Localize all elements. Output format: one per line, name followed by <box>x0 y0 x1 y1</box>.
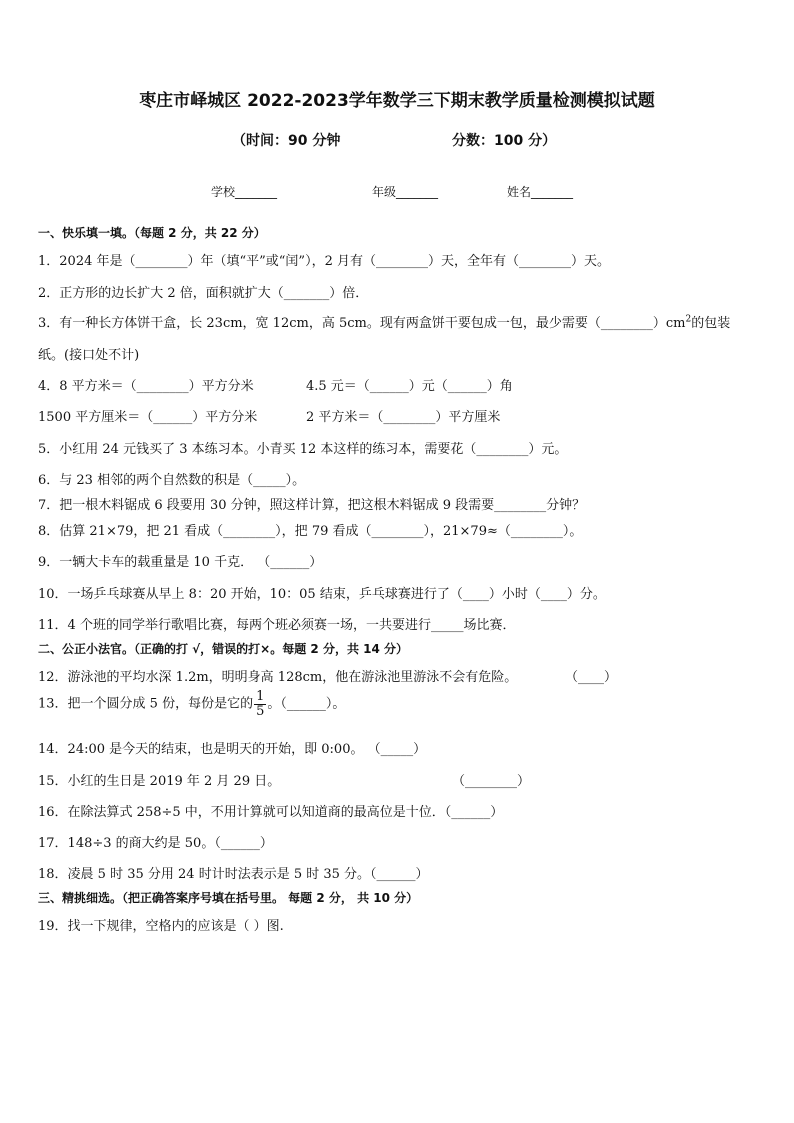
fraction-denominator: 5 <box>256 703 265 719</box>
fraction-one-fifth <box>254 690 266 718</box>
question-12-blank: （____） <box>565 670 618 685</box>
question-12: 12．游泳池的平均水深 1.2m，明明身高 128cm，他在游泳池里游泳不会有危险。 <box>38 670 518 685</box>
question-6: 6．与 23 相邻的两个自然数的积是（_____）。 <box>38 473 306 488</box>
question-7: 7．把一根木料锯成 6 段要用 30 分钟，照这样计算，把这根木料锯成 9 段需要________分钟？ <box>38 498 586 513</box>
exam-time: （时间：90 分钟 <box>232 133 341 149</box>
question-14: 14．24:00 是今天的结束，也是明天的开始，即 0:00。 （_____） <box>38 742 427 757</box>
fraction-numerator: 1 <box>256 689 265 704</box>
page-title: 枣庄市峄城区 2022-2023学年数学三下期末教学质量检测模拟试题 <box>139 91 655 111</box>
question-9: 9．一辆大卡车的载重量是 10 千克． （______） <box>38 555 323 570</box>
exam-score: 分数：100 分） <box>452 133 557 149</box>
question-4b: 4.5 元＝（______）元（______）角 <box>306 379 513 394</box>
question-3-exponent: 2 <box>685 314 692 325</box>
question-13 <box>38 690 345 718</box>
question-10: 10．一场乒乓球赛从早上 8：20 开始，10：05 结束，乒乓球赛进行了（____）小时（____）分。 <box>38 587 606 602</box>
question-2: 2．正方形的边长扩大 2 倍，面积就扩大（_______）倍． <box>38 286 369 301</box>
student-info <box>0 183 794 201</box>
question-17: 17．148÷3 的商大约是 50。（______） <box>38 836 273 851</box>
name-field: 姓名_______ <box>507 185 574 199</box>
question-3-continued: 纸。(接口处不计) <box>38 348 140 363</box>
question-11: 11．4 个班的同学举行歌唱比赛，每两个班必须赛一场，一共要进行_____场比赛． <box>38 618 516 633</box>
question-1: 1．2024 年是（________）年（填“平”或“闰”），2 月有（________）天，全年有（________）天。 <box>38 254 610 269</box>
question-5: 5．小红用 24 元钱买了 3 本练习本。小青买 12 本这样的练习本，需要花（________）元。 <box>38 442 568 457</box>
section-2-heading: 二、公正小法官。（正确的打 √，错误的打×。每题 2 分，共 14 分） <box>38 642 408 656</box>
question-3-text: 3．有一种长方体饼干盒，长 23cm，宽 12cm，高 5cm。现有两盒饼干要包成一包，最少需要（________）cm <box>38 316 686 331</box>
question-4d: 2 平方米＝（________）平方厘米 <box>306 410 501 425</box>
question-3-tail: 的包装 <box>691 316 731 331</box>
question-8: 8．估算 21×79，把 21 看成（________），把 79 看成（________），21×79≈（________）。 <box>38 524 583 539</box>
school-field: 学校_______ <box>211 185 278 199</box>
question-15-blank: （________） <box>452 774 531 789</box>
question-13-text: 13．把一个圆分成 5 份，每份是它的 <box>38 696 254 712</box>
question-4c: 1500 平方厘米＝（______）平方分米 <box>38 410 258 425</box>
exam-meta <box>0 130 794 150</box>
grade-field: 年级_______ <box>372 185 439 199</box>
question-15: 15．小红的生日是 2019 年 2 月 29 日。 <box>38 774 281 789</box>
question-3 <box>38 312 730 331</box>
question-4a: 4．8 平方米＝（________）平方分米 <box>38 379 254 394</box>
question-13-tail: 。（______）。 <box>267 696 346 712</box>
section-1-heading: 一、快乐填一填。（每题 2 分，共 22 分） <box>38 226 266 240</box>
question-16: 16．在除法算式 258÷5 中，不用计算就可以知道商的最高位是十位．（______） <box>38 805 504 820</box>
question-19: 19．找一下规律，空格内的应该是（ ）图. <box>38 919 284 934</box>
section-3-heading: 三、精挑细选。（把正确答案序号填在括号里。 每题 2 分， 共 10 分） <box>38 891 419 905</box>
question-18: 18．凌晨 5 时 35 分用 24 时计时法表示是 5 时 35 分。（______） <box>38 867 429 882</box>
